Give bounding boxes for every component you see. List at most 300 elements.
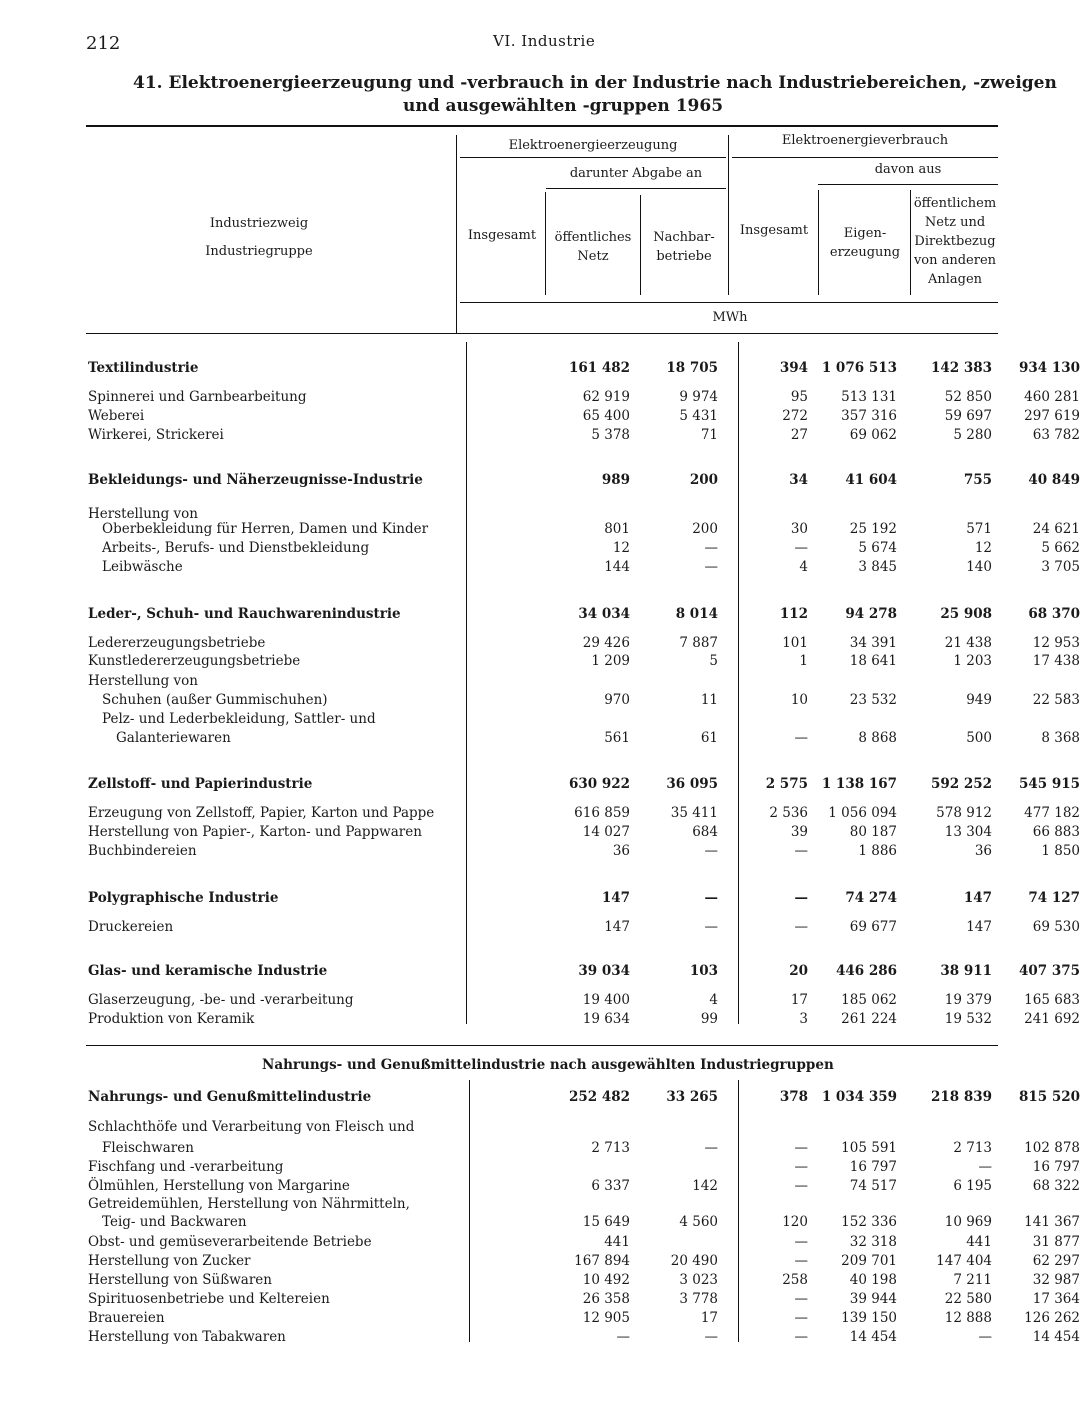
cell-value: 17 438: [1032, 653, 1080, 669]
cell-value: 74 127: [1028, 890, 1080, 906]
cell-value: 5 378: [591, 427, 630, 443]
cell-value: 18 641: [849, 653, 897, 669]
cell-value: 39 944: [849, 1291, 897, 1307]
cell-value: 69 530: [1032, 919, 1080, 935]
cell-value: 19 379: [944, 992, 992, 1008]
cell-value: —: [704, 1140, 718, 1156]
cell-value: 36 095: [666, 776, 718, 792]
cell-value: 29 426: [582, 635, 630, 651]
row-label: Produktion von Keramik: [88, 1011, 255, 1027]
cell-value: —: [704, 919, 718, 935]
cell-value: 102 878: [1024, 1140, 1080, 1156]
row-label: Obst- und gemüseverarbeitende Betriebe: [88, 1234, 372, 1250]
cell-value: 62 919: [582, 389, 630, 405]
cell-value: 1 034 359: [821, 1089, 897, 1105]
cell-value: 120: [782, 1214, 808, 1230]
cell-value: 17: [700, 1310, 718, 1326]
row-label: Buchbindereien: [88, 843, 197, 859]
cell-value: 126 262: [1024, 1310, 1080, 1326]
cell-value: 2 713: [953, 1140, 992, 1156]
cell-value: 65 400: [582, 408, 630, 424]
table-title-line-1: 41. Elektroenergieerzeugung und -verbrauch in der Industrie nach Industriebereichen, -zweigen: [133, 73, 1057, 93]
row-label: Brauereien: [88, 1310, 165, 1326]
cell-value: 571: [966, 521, 992, 537]
row-label: Fleischwaren: [102, 1140, 194, 1156]
row-label: Polygraphische Industrie: [88, 890, 279, 906]
cell-value: 185 062: [841, 992, 897, 1008]
cell-value: 441: [966, 1234, 992, 1250]
cell-value: 394: [779, 360, 808, 376]
cell-value: 147: [963, 890, 992, 906]
cell-value: 3 778: [679, 1291, 718, 1307]
cell-value: 144: [604, 559, 630, 575]
table-row: [86, 360, 1080, 379]
cell-value: 18 705: [666, 360, 718, 376]
cell-value: —: [704, 540, 718, 556]
cell-value: 101: [782, 635, 808, 651]
cell-value: 1 850: [1041, 843, 1080, 859]
cell-value: 8 368: [1041, 730, 1080, 746]
col-header-public-direct-line2: Netz und: [924, 215, 986, 230]
cell-value: —: [794, 1159, 808, 1175]
row-label: Spinnerei und Garnbearbeitung: [88, 389, 307, 405]
cell-value: —: [794, 1234, 808, 1250]
cell-value: 26 358: [582, 1291, 630, 1307]
cell-value: 545 915: [1018, 776, 1080, 792]
header-unit-rule: [460, 302, 998, 303]
cell-value: 446 286: [835, 963, 897, 979]
cell-value: 5 662: [1041, 540, 1080, 556]
cell-value: 3 845: [858, 559, 897, 575]
cell-value: 1: [799, 653, 808, 669]
cell-value: 218 839: [930, 1089, 992, 1105]
cell-value: 33 265: [666, 1089, 718, 1105]
cell-value: 22 583: [1032, 692, 1080, 708]
row-label: Oberbekleidung für Herren, Damen und Kinder: [102, 521, 429, 537]
row-label: Druckereien: [88, 919, 174, 935]
header-divider-c4: [818, 190, 819, 295]
table-row: [86, 843, 1080, 862]
table-title-line-2: und ausgewählten -gruppen 1965: [403, 96, 724, 116]
cell-value: 970: [604, 692, 630, 708]
cell-value: 630 922: [568, 776, 630, 792]
cell-value: 12 888: [944, 1310, 992, 1326]
cell-value: 161 482: [568, 360, 630, 376]
cell-value: 152 336: [841, 1214, 897, 1230]
cell-value: 25 908: [940, 606, 992, 622]
header-rule-prod: [460, 157, 726, 158]
cell-value: —: [978, 1159, 992, 1175]
cell-value: 949: [966, 692, 992, 708]
cell-value: 66 883: [1032, 824, 1080, 840]
cell-value: 13 304: [944, 824, 992, 840]
cell-value: —: [794, 1329, 808, 1345]
table-row: [86, 540, 1080, 559]
col-header-public-direct-line1: öffentlichem: [913, 196, 997, 211]
cell-value: 22 580: [944, 1291, 992, 1307]
cell-value: 17 364: [1032, 1291, 1080, 1307]
table-row: [86, 472, 1080, 491]
cell-value: 35 411: [670, 805, 718, 821]
cell-value: 41 604: [845, 472, 897, 488]
cell-value: —: [794, 540, 808, 556]
table-row: [86, 1214, 1080, 1233]
cell-value: 241 692: [1024, 1011, 1080, 1027]
cell-value: 200: [692, 521, 718, 537]
cell-value: 69 677: [849, 919, 897, 935]
table-row: [86, 963, 1080, 982]
table-row: [86, 776, 1080, 795]
col-header-neighbor-line1: Nachbar-: [653, 230, 715, 245]
subgroup-header-darunter: darunter Abgabe an: [569, 166, 703, 181]
table-row: [86, 606, 1080, 625]
col-header-own-line1: Eigen-: [843, 226, 887, 241]
cell-value: 23 532: [849, 692, 897, 708]
cell-value: 52 850: [944, 389, 992, 405]
cell-value: 4: [799, 559, 808, 575]
table-row: [86, 1291, 1080, 1310]
cell-value: 40 198: [849, 1272, 897, 1288]
table-row: [86, 521, 1080, 540]
row-label: Herstellung von: [88, 506, 198, 522]
row-label: Herstellung von Zucker: [88, 1253, 251, 1269]
cell-value: 63 782: [1032, 427, 1080, 443]
cell-value: 441: [604, 1234, 630, 1250]
header-top-rule: [86, 125, 998, 127]
cell-value: 34 034: [578, 606, 630, 622]
cell-value: 34 391: [849, 635, 897, 651]
cell-value: 32 318: [849, 1234, 897, 1250]
cell-value: —: [794, 730, 808, 746]
row-label: Glaserzeugung, -be- und -verarbeitung: [88, 992, 354, 1008]
cell-value: 10 492: [582, 1272, 630, 1288]
header-bottom-rule: [86, 333, 998, 334]
section-subheading: Nahrungs- und Genußmittelindustrie nach ausgewählten Industriegruppen: [262, 1057, 834, 1073]
cell-value: 407 375: [1018, 963, 1080, 979]
cell-value: 2 536: [769, 805, 808, 821]
cell-value: 147: [966, 919, 992, 935]
cell-value: 815 520: [1018, 1089, 1080, 1105]
table-row: [86, 1196, 1000, 1215]
cell-value: 3 023: [679, 1272, 718, 1288]
cell-value: 139 150: [841, 1310, 897, 1326]
cell-value: 74 274: [845, 890, 897, 906]
table-row: [86, 389, 1080, 408]
cell-value: 4: [709, 992, 718, 1008]
col-header-public-direct-line3: Direktbezug: [914, 234, 996, 249]
cell-value: 140: [966, 559, 992, 575]
running-header: VI. Industrie: [493, 32, 596, 50]
row-label: Spirituosenbetriebe und Keltereien: [88, 1291, 330, 1307]
table-row: [86, 1011, 1080, 1030]
row-label: Ölmühlen, Herstellung von Margarine: [88, 1178, 350, 1194]
cell-value: 16 797: [849, 1159, 897, 1175]
row-label: Textilindustrie: [88, 360, 199, 376]
cell-value: 147 404: [936, 1253, 992, 1269]
cell-value: 297 619: [1024, 408, 1080, 424]
cell-value: 36: [974, 843, 992, 859]
col-header-public-direct-line4: von anderen: [913, 253, 997, 268]
col-header-neighbor-line2: betriebe: [656, 249, 712, 264]
cell-value: 39 034: [578, 963, 630, 979]
stub-header-1: Industriezweig: [209, 216, 309, 231]
cell-value: 27: [790, 427, 808, 443]
cell-value: 477 182: [1024, 805, 1080, 821]
row-label: Fischfang und -verarbeitung: [88, 1159, 284, 1175]
header-divider-stub: [456, 135, 457, 333]
row-label: Leibwäsche: [102, 559, 183, 575]
cell-value: 2 575: [765, 776, 808, 792]
cell-value: 5 431: [679, 408, 718, 424]
row-label: Wirkerei, Strickerei: [88, 427, 224, 443]
col-header-public-direct-line5: Anlagen: [927, 272, 983, 287]
cell-value: 105 591: [841, 1140, 897, 1156]
cell-value: 252 482: [568, 1089, 630, 1105]
cell-value: 592 252: [930, 776, 992, 792]
cell-value: —: [794, 1291, 808, 1307]
cell-value: 500: [966, 730, 992, 746]
table-row: [86, 673, 1000, 692]
col-header-total-consumption: Insgesamt: [739, 223, 809, 238]
cell-value: 561: [604, 730, 630, 746]
cell-value: —: [704, 1329, 718, 1345]
cell-value: 200: [689, 472, 718, 488]
cell-value: 147: [604, 919, 630, 935]
group-header-production: Elektroenergieerzeugung: [508, 138, 678, 153]
table-row: [86, 1310, 1080, 1329]
cell-value: 10: [790, 692, 808, 708]
table-row: [86, 711, 1000, 730]
cell-value: 69 062: [849, 427, 897, 443]
cell-value: 5: [709, 653, 718, 669]
cell-value: 94 278: [845, 606, 897, 622]
cell-value: 19 532: [944, 1011, 992, 1027]
row-label: Kunstledererzeugungsbetriebe: [88, 653, 301, 669]
cell-value: 8 014: [675, 606, 718, 622]
cell-value: 59 697: [944, 408, 992, 424]
row-label: Leder-, Schuh- und Rauchwarenindustrie: [88, 606, 401, 622]
table-row: [86, 730, 1080, 749]
row-label: Erzeugung von Zellstoff, Papier, Karton und Pappe: [88, 805, 435, 821]
table-row: [86, 1234, 1080, 1253]
cell-value: —: [794, 1253, 808, 1269]
cell-value: 272: [782, 408, 808, 424]
cell-value: —: [704, 843, 718, 859]
cell-value: 147: [601, 890, 630, 906]
cell-value: 68 322: [1032, 1178, 1080, 1194]
table-row: [86, 1253, 1080, 1272]
header-rule-davon: [818, 184, 998, 185]
cell-value: 25 192: [849, 521, 897, 537]
cell-value: 460 281: [1024, 389, 1080, 405]
cell-value: 80 187: [849, 824, 897, 840]
table-row: [86, 992, 1080, 1011]
cell-value: 36: [612, 843, 630, 859]
cell-value: 15 649: [582, 1214, 630, 1230]
cell-value: 1 138 167: [821, 776, 897, 792]
cell-value: 74 517: [849, 1178, 897, 1194]
cell-value: —: [794, 843, 808, 859]
row-label: Bekleidungs- und Näherzeugnisse-Industrie: [88, 472, 423, 488]
cell-value: 3: [799, 1011, 808, 1027]
cell-value: 989: [601, 472, 630, 488]
col-header-own-line2: erzeugung: [829, 245, 901, 260]
table-row: [86, 692, 1080, 711]
cell-value: —: [794, 1140, 808, 1156]
cell-value: 4 560: [679, 1214, 718, 1230]
cell-value: 20: [789, 963, 808, 979]
cell-value: 32 987: [1032, 1272, 1080, 1288]
cell-value: 31 877: [1032, 1234, 1080, 1250]
row-label: Herstellung von Papier-, Karton- und Pappwaren: [88, 824, 422, 840]
cell-value: 1 203: [953, 653, 992, 669]
cell-value: 209 701: [841, 1253, 897, 1269]
table-row: [86, 805, 1080, 824]
cell-value: 6 195: [953, 1178, 992, 1194]
cell-value: 261 224: [841, 1011, 897, 1027]
table-row: [86, 1159, 1080, 1178]
cell-value: 1 886: [858, 843, 897, 859]
table-row: [86, 427, 1080, 446]
cell-value: 5 674: [858, 540, 897, 556]
cell-value: 103: [689, 963, 718, 979]
cell-value: 258: [782, 1272, 808, 1288]
cell-value: 3 705: [1041, 559, 1080, 575]
cell-value: 19 634: [582, 1011, 630, 1027]
cell-value: 1 209: [591, 653, 630, 669]
row-label: Herstellung von Tabakwaren: [88, 1329, 286, 1345]
table-row: [86, 1329, 1080, 1348]
cell-value: 142 383: [930, 360, 992, 376]
row-label: Herstellung von: [88, 673, 198, 689]
cell-value: 12: [974, 540, 992, 556]
stub-header-2: Industriegruppe: [205, 244, 313, 259]
header-rule-cons: [732, 157, 998, 158]
cell-value: 62 297: [1032, 1253, 1080, 1269]
row-label: Galanteriewaren: [116, 730, 231, 746]
cell-value: 801: [604, 521, 630, 537]
cell-value: 14 454: [849, 1329, 897, 1345]
table-row: [86, 653, 1080, 672]
cell-value: 19 400: [582, 992, 630, 1008]
table-row: [86, 1272, 1080, 1291]
table-row: [86, 824, 1080, 843]
cell-value: 68 370: [1028, 606, 1080, 622]
row-label: Weberei: [88, 408, 145, 424]
cell-value: 684: [692, 824, 718, 840]
cell-value: 10 969: [944, 1214, 992, 1230]
cell-value: 34: [789, 472, 808, 488]
table-row: [86, 890, 1080, 909]
table-row: [86, 1089, 1080, 1108]
cell-value: 167 894: [574, 1253, 630, 1269]
cell-value: 17: [790, 992, 808, 1008]
table-row: [86, 1178, 1080, 1197]
cell-value: 61: [700, 730, 718, 746]
cell-value: 1 076 513: [821, 360, 897, 376]
cell-value: —: [704, 890, 718, 906]
cell-value: 39: [790, 824, 808, 840]
cell-value: 755: [963, 472, 992, 488]
table-row: [86, 408, 1080, 427]
cell-value: 112: [779, 606, 808, 622]
unit-label: MWh: [712, 310, 748, 325]
cell-value: 378: [779, 1089, 808, 1105]
cell-value: 142: [692, 1178, 718, 1194]
cell-value: 71: [700, 427, 718, 443]
cell-value: 40 849: [1028, 472, 1080, 488]
table-row: [86, 559, 1080, 578]
cell-value: 9 974: [679, 389, 718, 405]
cell-value: —: [794, 1310, 808, 1326]
group-header-consumption: Elektroenergieverbrauch: [781, 133, 949, 148]
header-rule-darunter: [546, 188, 726, 189]
cell-value: 24 621: [1032, 521, 1080, 537]
row-label: Glas- und keramische Industrie: [88, 963, 328, 979]
cell-value: 14 454: [1032, 1329, 1080, 1345]
cell-value: —: [794, 919, 808, 935]
section-rule: [86, 1045, 998, 1046]
cell-value: 616 859: [574, 805, 630, 821]
table-row: [86, 1119, 1000, 1138]
subgroup-header-davon: davon aus: [874, 162, 942, 177]
cell-value: 30: [790, 521, 808, 537]
row-label: Zellstoff- und Papierindustrie: [88, 776, 313, 792]
cell-value: —: [978, 1329, 992, 1345]
cell-value: —: [794, 890, 808, 906]
row-label: Getreidemühlen, Herstellung von Nährmitteln,: [88, 1196, 410, 1212]
cell-value: —: [616, 1329, 630, 1345]
row-label: Ledererzeugungsbetriebe: [88, 635, 266, 651]
table-row: [86, 1140, 1080, 1159]
col-header-total-production: Insgesamt: [467, 228, 537, 243]
row-label: Arbeits-, Berufs- und Dienstbekleidung: [102, 540, 370, 556]
cell-value: 12 953: [1032, 635, 1080, 651]
row-label: Pelz- und Lederbekleidung, Sattler- und: [102, 711, 376, 727]
row-label: Schlachthöfe und Verarbeitung von Fleisch und: [88, 1119, 415, 1135]
cell-value: 1 056 094: [828, 805, 897, 821]
page-number: 212: [86, 33, 121, 54]
cell-value: 5 280: [953, 427, 992, 443]
cell-value: 16 797: [1032, 1159, 1080, 1175]
col-header-public-net-line2: Netz: [577, 249, 609, 264]
cell-value: 2 713: [591, 1140, 630, 1156]
cell-value: 934 130: [1018, 360, 1080, 376]
cell-value: 7 211: [953, 1272, 992, 1288]
cell-value: 357 316: [841, 408, 897, 424]
cell-value: 95: [790, 389, 808, 405]
cell-value: 38 911: [940, 963, 992, 979]
cell-value: 8 868: [858, 730, 897, 746]
cell-value: —: [704, 559, 718, 575]
cell-value: 6 337: [591, 1178, 630, 1194]
row-label: Herstellung von Süßwaren: [88, 1272, 272, 1288]
cell-value: 21 438: [944, 635, 992, 651]
cell-value: 7 887: [679, 635, 718, 651]
row-label: Teig- und Backwaren: [102, 1214, 247, 1230]
header-divider-prod-cons: [728, 135, 729, 295]
row-label: Nahrungs- und Genußmittelindustrie: [88, 1089, 372, 1105]
cell-value: 11: [700, 692, 718, 708]
cell-value: 513 131: [841, 389, 897, 405]
row-label: Schuhen (außer Gummischuhen): [102, 692, 328, 708]
cell-value: 20 490: [670, 1253, 718, 1269]
table-row: [86, 919, 1080, 938]
cell-value: —: [794, 1178, 808, 1194]
cell-value: 165 683: [1024, 992, 1080, 1008]
cell-value: 578 912: [936, 805, 992, 821]
cell-value: 12 905: [582, 1310, 630, 1326]
